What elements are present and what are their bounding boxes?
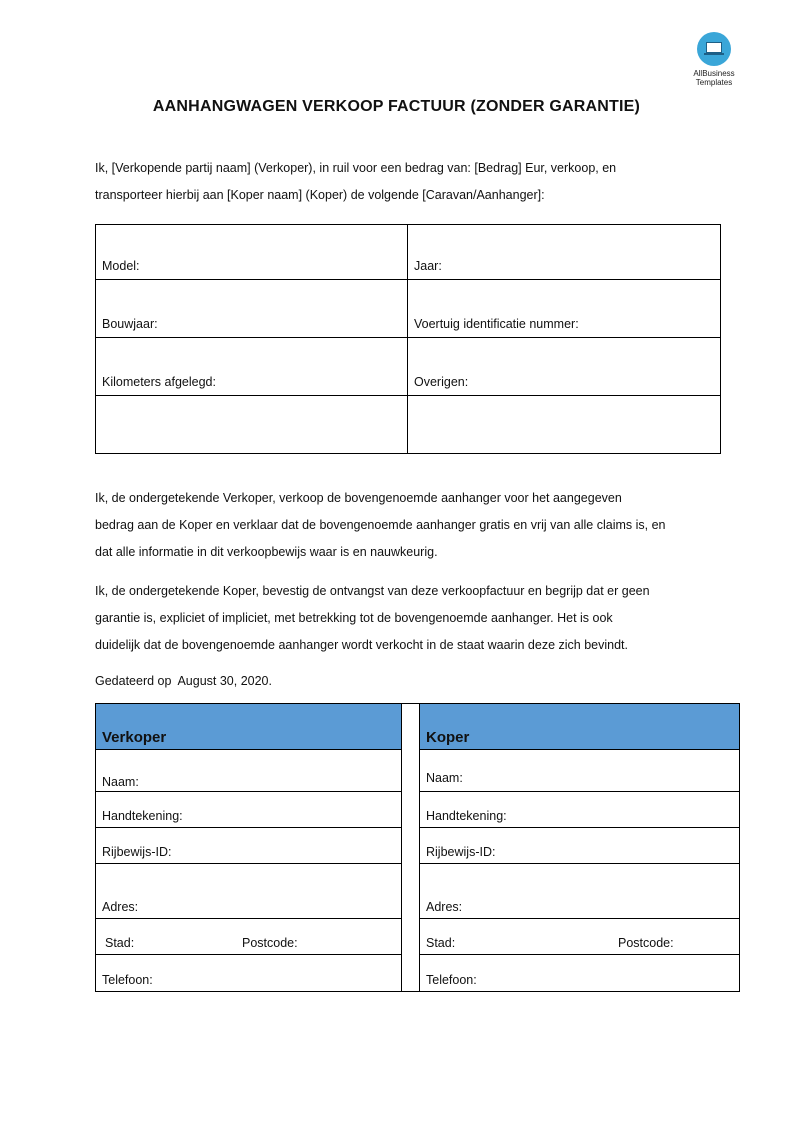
year-label: Jaar: xyxy=(414,259,442,273)
laptop-icon xyxy=(697,32,731,66)
logo-line1: AllBusiness xyxy=(693,69,735,78)
buyer-phone-label: Telefoon: xyxy=(426,973,477,987)
buyer-statement-line-3: duidelijk dat de bovengenoemde aanhanger wordt verkocht in de staat waarin deze zich bevindt. xyxy=(95,638,628,652)
seller-address-label: Adres: xyxy=(102,900,139,914)
model-label: Model: xyxy=(102,259,140,273)
table-row xyxy=(96,828,401,864)
buyer-statement xyxy=(95,578,725,659)
intro-line-1: Ik, [Verkopende partij naam] (Verkoper), in ruil voor een bedrag van: [Bedrag] Eur, verkoop, en xyxy=(95,161,617,175)
table-row xyxy=(420,792,739,828)
table-row xyxy=(96,864,401,919)
other-label: Overigen: xyxy=(414,375,469,389)
table-row xyxy=(96,792,401,828)
buyer-license-label: Rijbewijs-ID: xyxy=(426,845,496,859)
km-label: Kilometers afgelegd: xyxy=(102,375,216,389)
buyer-signature-label: Handtekening: xyxy=(426,809,507,823)
table-row xyxy=(420,750,739,792)
table-row xyxy=(420,919,739,955)
table-row xyxy=(96,919,401,955)
seller-statement-line-3: dat alle informatie in dit verkoopbewijs waar is en nauwkeurig. xyxy=(95,545,438,559)
table-row xyxy=(420,864,739,919)
seller-license-label: Rijbewijs-ID: xyxy=(102,845,172,859)
seller-signature-label: Handtekening: xyxy=(102,809,183,823)
brand-logo xyxy=(684,32,744,87)
seller-name-label: Naam: xyxy=(102,775,139,789)
logo-text xyxy=(684,69,744,87)
buyer-statement-line-2: garantie is, expliciet of impliciet, met betrekking tot de bovengenoemde aanhanger. Het is ook xyxy=(95,611,613,625)
table-row xyxy=(420,828,739,864)
buyer-statement-line-1: Ik, de ondergetekende Koper, bevestig de ontvangst van deze verkoopfactuur en begrijp dat er geen xyxy=(95,584,650,598)
build-year-label: Bouwjaar: xyxy=(102,317,158,331)
buyer-header-label: Koper xyxy=(426,729,470,746)
table-row xyxy=(96,396,720,454)
table-row xyxy=(96,955,401,991)
seller-header xyxy=(96,704,401,750)
buyer-header xyxy=(420,704,739,750)
seller-signature-table xyxy=(95,703,402,992)
table-row xyxy=(420,955,739,991)
seller-statement-line-1: Ik, de ondergetekende Verkoper, verkoop de bovengenoemde aanhanger voor het aangegeven xyxy=(95,491,622,505)
buyer-name-label: Naam: xyxy=(426,771,463,785)
buyer-city-label: Stad: xyxy=(426,936,456,950)
seller-phone-label: Telefoon: xyxy=(102,973,153,987)
intro-paragraph xyxy=(95,155,725,209)
seller-statement xyxy=(95,485,725,566)
seller-city-label: Stad: xyxy=(105,936,135,950)
column-spacer xyxy=(401,703,420,992)
vin-label: Voertuig identificatie nummer: xyxy=(414,317,579,331)
seller-postcode-label: Postcode: xyxy=(242,936,298,950)
dated-label: Gedateerd op xyxy=(95,674,172,688)
table-row xyxy=(96,338,720,396)
document-title: AANHANGWAGEN VERKOOP FACTUUR (ZONDER GARANTIE) xyxy=(152,98,641,115)
vehicle-details-table xyxy=(95,224,721,454)
dated-value: August 30, 2020. xyxy=(177,674,272,688)
date-line xyxy=(95,674,272,688)
table-row xyxy=(96,280,720,338)
intro-line-2: transporteer hierbij aan [Koper naam] (Koper) de volgende [Caravan/Aanhanger]: xyxy=(95,188,545,202)
seller-header-label: Verkoper xyxy=(102,729,167,746)
table-row xyxy=(96,225,720,280)
buyer-postcode-label: Postcode: xyxy=(618,936,674,950)
table-row xyxy=(96,750,401,792)
buyer-signature-table xyxy=(419,703,740,992)
logo-line2: Templates xyxy=(695,78,733,87)
seller-statement-line-2: bedrag aan de Koper en verklaar dat de bovengenoemde aanhanger gratis en vrij van alle claims is, en xyxy=(95,518,666,532)
buyer-address-label: Adres: xyxy=(426,900,463,914)
